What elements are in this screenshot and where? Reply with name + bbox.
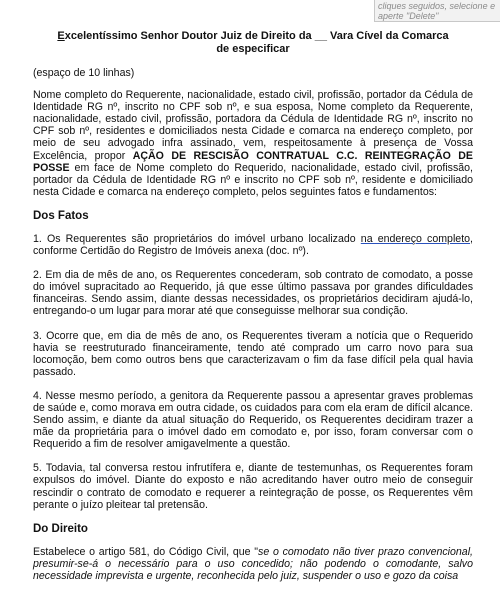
intro-text-a: Nome completo do Requerente, nacionalidade, estado civil, profissão, portador da Cédula de Identidade RG nº, inscrito no CPF sob nº, e sua esposa, Nome completo da Requerente, nacionalidade, estado civil, profissão, portadora da Cédula de Identidade RG nº, inscrito no CPF sob nº, residentes e domiciliados nesta Cidade e comarca na endereço completo, por meio de seu advogado infra assinado, vem, respeitosamente à presença de Vossa Excelência, propor [33,89,473,162]
space-note: (espaço de 10 linhas) [33,67,135,79]
fact-paragraph-2: 2. Em dia de mês de ano, os Requerentes concederam, sob contrato de comodato, a posse do imóvel supracitado ao Requerido, já que esse último passava por grandes dificuldades financeiras. Sendo assim, diante dessas necessidades, os proprietários decidiram ajudá-lo, entregando-o um lugar para morar até que conseguisse melhorar sua condição. [33,269,473,318]
fact-paragraph-1 [33,233,473,257]
fact1-text-a: 1. Os Requerentes são proprietários do imóvel urbano localizado [33,232,361,245]
title-first-letter: E [57,30,65,42]
fact-paragraph-5: 5. Todavia, tal conversa restou infrutífera e, diante de testemunhas, os Requerentes foram expulsos do imóvel. Diante do exposto e não acreditando haver outro meio de conseguir rescindir o contrato de comodato e requerer a reintegração de posse, os Requerentes vêm perante o juízo pleitear tal pretensão. [33,462,473,511]
section-heading-law: Do Direito [33,522,88,535]
fact-paragraph-4: 4. Nesse mesmo período, a genitora da Requerente passou a apresentar graves problemas de saúde e, como morava em outra cidade, os cuidados para com ela eram de difícil alcance. Sendo assim, e diante da atual situação do Requerido, os Requerentes decidiram trazer a mãe da proprietária para o imóvel dado em comodato e, por isso, foram conversar com o Requerido a fim de resolver amigavelmente a questão. [33,389,473,451]
document-body [33,30,473,594]
intro-text-b: em face de Nome completo do Requerido, nacionalidade, estado civil, profissão, portador da Cédula de Identidade RG nº e inscrito no CPF sob nº, residente e domiciliado nesta Cidade e comarca na endereço completo, pelos seguintes fatos e fundamentos: [33,161,473,198]
document-title [33,30,473,55]
law-quote: se o comodato não tiver prazo convencional, presumir-se-á o necessário para o uso concedido; não podendo o comodante, salvo necessidade imprevista e urgente, reconhecida pelo juiz, suspender o uso e gozo da coisa [33,545,473,582]
intro-paragraph [33,89,473,198]
fact1-text-b: , conforme Certidão do Registro de Imóveis anexa (doc. nº). [33,232,473,258]
fact1-address: na endereço completo [360,232,471,245]
section-heading-facts: Dos Fatos [33,209,89,222]
instruction-hint: cliques seguidos, selecione e aperte "Delete" [374,0,500,22]
law-paragraph [33,546,473,582]
law-text-a: Estabelece o artigo 581, do Código Civil, que " [33,545,259,558]
title-line2: de especificar [216,42,290,55]
title-line1: xcelentíssimo Senhor Doutor Juiz de Direito da __ Vara Cível da Comarca [64,30,449,42]
action-title: AÇÃO DE RESCISÃO CONTRATUAL C.C. REINTEGRAÇÃO DE POSSE [33,149,473,174]
fact-paragraph-3: 3. Ocorre que, em dia de mês de ano, os Requerentes tiveram a notícia que o Requerido havia se reestruturado financeiramente, tendo até comprado um carro novo para sua locomoção, bem como outros bens que caracterizavam o fim da fase difícil pela qual havia passado. [33,329,473,378]
